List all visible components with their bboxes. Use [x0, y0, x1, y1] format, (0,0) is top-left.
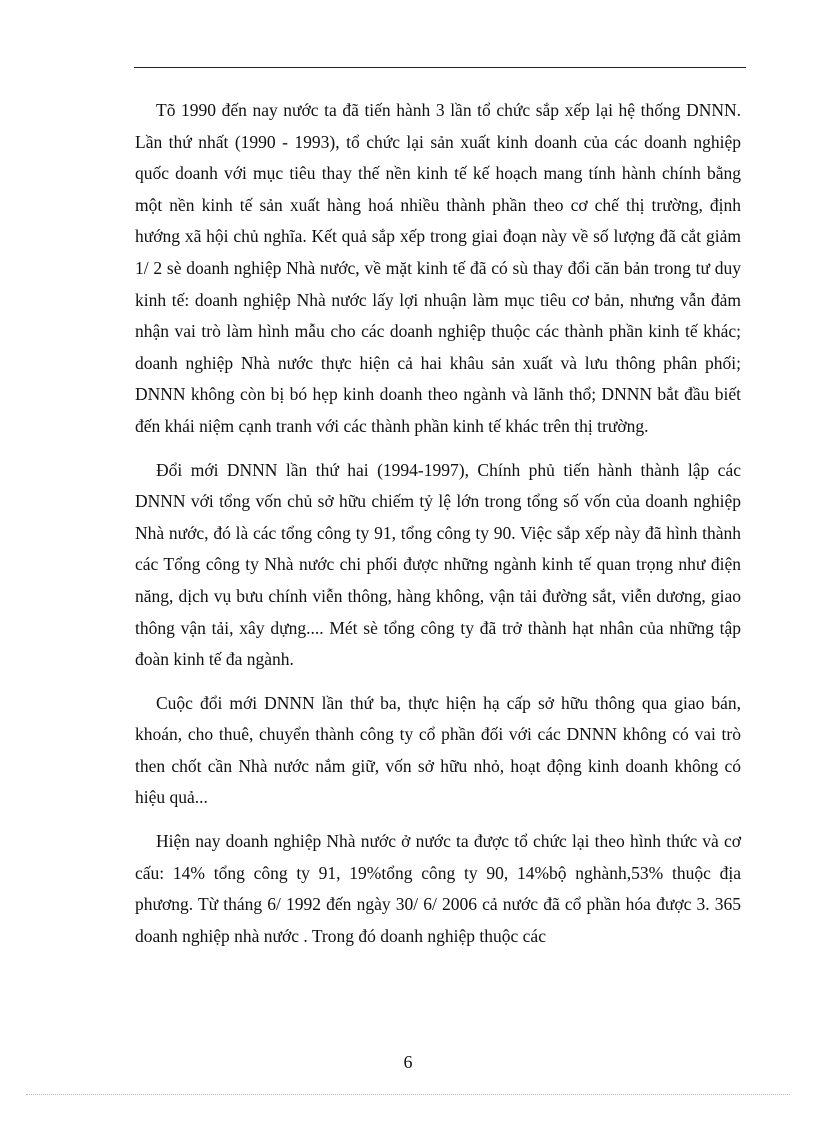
paragraph-2: Đổi mới DNNN lần thứ hai (1994-1997), Chính phủ tiến hành thành lập các DNNN với tổng vốn chủ sở hữu chiếm tỷ lệ lớn trong tổng số vốn của doanh nghiệp Nhà nước, đó là các tổng công ty 91, tổng công ty 90. Việc sắp xếp này đã hình thành các Tổng công ty Nhà nước chi phối được những ngành kinh tế quan trọng như điện năng, dịch vụ bưu chính viễn thông, hàng không, vận tải đường sắt, viễn dương, giao thông vận tải, xây dựng.... Mét sè tổng công ty đã trở thành hạt nhân của những tập đoàn kinh tế đa ngành.: [135, 459, 741, 670]
paragraph-1: Tõ 1990 đến nay nước ta đã tiến hành 3 lần tổ chức sắp xếp lại hệ thống DNNN. Lần thứ nhất (1990 - 1993), tổ chức lại sản xuất kinh doanh của các doanh nghiệp quốc doanh với mục tiêu thay thế nền kinh tế kế hoạch mang tính hành chính bằng một nền kinh tế sản xuất hàng hoá nhiều thành phần theo cơ chế thị trường, định hướng xã hội chủ nghĩa. Kết quả sắp xếp trong giai đoạn này về số lượng đã cắt giảm 1/ 2 sè doanh nghiệp Nhà nước, về mặt kinh tế đã có sù thay đổi căn bản trong tư duy kinh tế: doanh nghiệp Nhà nước lấy lợi nhuận làm mục tiêu cơ bản, nhưng vẫn đảm nhận vai trò làm hình mẫu cho các doanh nghiệp thuộc các thành phần kinh tế khác; doanh nghiệp Nhà nước thực hiện cả hai khâu sản xuất và lưu thông phân phối; DNNN không còn bị bó hẹp kinh doanh theo ngành và lãnh thổ; DNNN bắt đầu biết đến khái niệm cạnh tranh với các thành phần kinh tế khác trên thị trường.: [135, 100, 741, 436]
page-bottom-border: [26, 1094, 790, 1095]
paragraph-3: Cuộc đổi mới DNNN lần thứ ba, thực hiện hạ cấp sở hữu thông qua giao bán, khoán, cho thuê, chuyển thành công ty cổ phần đối với các DNNN không có vai trò then chốt cần Nhà nước nắm giữ, vốn sở hữu nhỏ, hoạt động kinh doanh không có hiệu quả...: [135, 692, 741, 808]
page-number: 6: [403, 1052, 413, 1072]
document-body: [135, 95, 741, 964]
header-rule: [134, 67, 746, 68]
paragraph-4: Hiện nay doanh nghiệp Nhà nước ở nước ta được tổ chức lại theo hình thức và cơ cấu: 14% tổng công ty 91, 19%tổng công ty 90, 14%bộ nghành,53% thuộc địa phương. Từ tháng 6/ 1992 đến ngày 30/ 6/ 2006 cả nước đã cổ phần hóa được 3. 365 doanh nghiệp nhà nước . Trong đó doanh nghiệp thuộc các: [135, 831, 741, 946]
